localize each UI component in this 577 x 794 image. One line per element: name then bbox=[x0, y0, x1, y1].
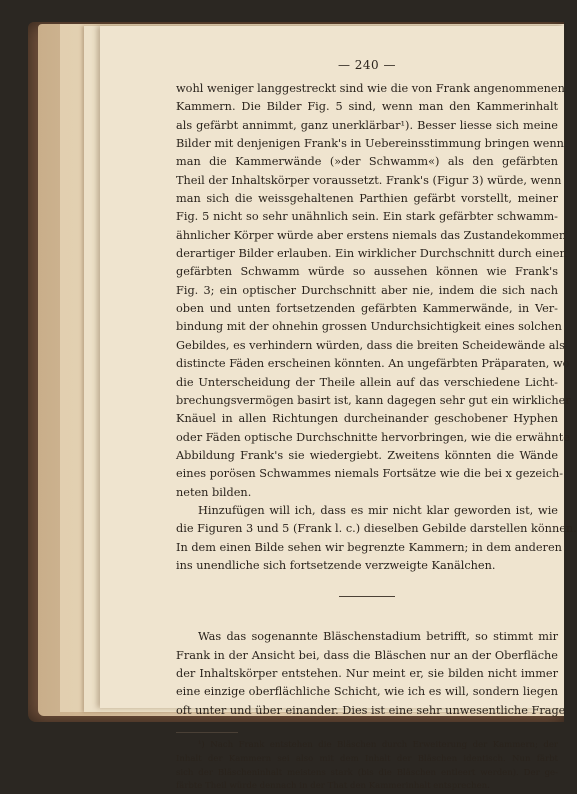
text-line: Fig. 3; ein optischer Durchschnitt aber nie, indem die sich nach bbox=[176, 283, 558, 297]
footnote-line: sich der Bläscheninhalt meistens stark (bis die Bläschen entleert werden). Der ge- bbox=[176, 767, 558, 778]
text-line: Bilder mit denjenigen Frank's in Uebereinsstimmung bringen wenn bbox=[176, 137, 564, 151]
text-line: Fig. 5 nicht so sehr unähnlich sein. Ein stark gefärbter schwamm- bbox=[176, 210, 558, 224]
text-line: derartiger Bilder erlauben. Ein wirklicher Durchschnitt durch einen bbox=[176, 247, 567, 261]
text-line: oben und unten fortsetzenden gefärbten Kammerwände, in Ver- bbox=[176, 302, 558, 316]
text-line: man die Kammerwände (»der Schwamm«) als den gefärbten bbox=[176, 155, 558, 169]
section-divider bbox=[339, 596, 395, 597]
text-line: ins unendliche sich fortsetzende verzweigte Kanälchen. bbox=[176, 558, 496, 572]
text-line: ähnlicher Körper würde aber erstens niemals das Zustandekommen bbox=[176, 228, 567, 242]
text-line: Hinzufügen will ich, dass es mir nicht klar geworden ist, wie bbox=[198, 503, 558, 517]
text-line: Frank in der Ansicht bei, dass die Bläschen nur an der Oberfläche bbox=[176, 648, 558, 662]
footnote-rule bbox=[176, 732, 238, 733]
text-line: eine einzige oberflächliche Schicht, wie ich es will, sondern liegen bbox=[176, 685, 558, 699]
text-line: In dem einen Bilde sehen wir begrenzte Kammern; in dem anderen bbox=[176, 540, 562, 554]
text-line: der Inhaltskörper entstehen. Nur meint er, sie bilden nicht immer bbox=[176, 666, 558, 680]
text-line: Kammern. Die Bilder Fig. 5 sind, wenn man den Kammerinhalt bbox=[176, 100, 558, 114]
text-line: brechungsvermögen basirt ist, kann dagegen sehr gut ein wirklicher bbox=[176, 393, 571, 407]
text-line: die Figuren 3 und 5 (Frank l. c.) dieselben Gebilde darstellen können. bbox=[176, 522, 577, 536]
paragraph-2 bbox=[176, 502, 577, 575]
text-line: Theil der Inhaltskörper voraussetzt. Frank's (Figur 3) würde, wenn bbox=[176, 173, 562, 187]
paragraph-3 bbox=[176, 628, 566, 720]
text-line: oder Fäden optische Durchschnitte hervorbringen, wie die erwähnte bbox=[176, 430, 570, 444]
text-line: Abbildung Frank's sie wiedergiebt. Zweitens könnten die Wände bbox=[176, 448, 558, 462]
page-content bbox=[176, 58, 577, 794]
text-line: als gefärbt annimmt, ganz unerklärbar¹). Besser liesse sich meine bbox=[176, 118, 558, 132]
page-number: — 240 — bbox=[337, 58, 397, 72]
paragraph-1 bbox=[176, 80, 571, 502]
text-line: bindung mit der ohnehin grossen Undurchsichtigkeit eines solchen bbox=[176, 320, 562, 334]
text-line: distincte Fäden erscheinen könnten. An ungefärbten Präparaten, wo bbox=[176, 357, 570, 371]
footnote-line: färbte Theil würde dennach in der That den Kammerinhalt entsprechen. bbox=[176, 781, 490, 792]
text-line: oft unter und über einander. Dies ist eine sehr unwesentliche Frage bbox=[176, 703, 566, 717]
text-line: die Unterscheidung der Theile allein auf das verschiedene Licht- bbox=[176, 375, 558, 389]
footnote-line: Inhalt der Kammern sei also mit dem Inhalt der Bläschen identisch. Nun färbt bbox=[176, 753, 558, 764]
text-line: wohl weniger langgestreckt sind wie die von Frank angenommenen bbox=[176, 82, 565, 95]
text-line: Gebildes, es verhindern würden, dass die breiten Scheidewände als bbox=[176, 338, 565, 352]
text-line: Knäuel in allen Richtungen durcheinander geschobener Hyphen bbox=[176, 412, 558, 426]
text-line: eines porösen Schwammes niemals Fortsätze wie die bei x gezeich- bbox=[176, 467, 564, 481]
footnote-line: ¹) Nach Frank entstehen die Bläschen durch Erweiterung der Kammern; der bbox=[198, 740, 558, 750]
text-line: Was das sogenannte Bläschenstadium betrifft, so stimmt mir bbox=[198, 630, 558, 644]
text-line: neten bilden. bbox=[176, 485, 252, 499]
footnote bbox=[176, 739, 558, 794]
text-line: gefärbten Schwamm würde so aussehen können wie Frank's bbox=[176, 265, 558, 279]
text-line: man sich die weissgehaltenen Parthien gefärbt vorstellt, meiner bbox=[176, 192, 558, 206]
